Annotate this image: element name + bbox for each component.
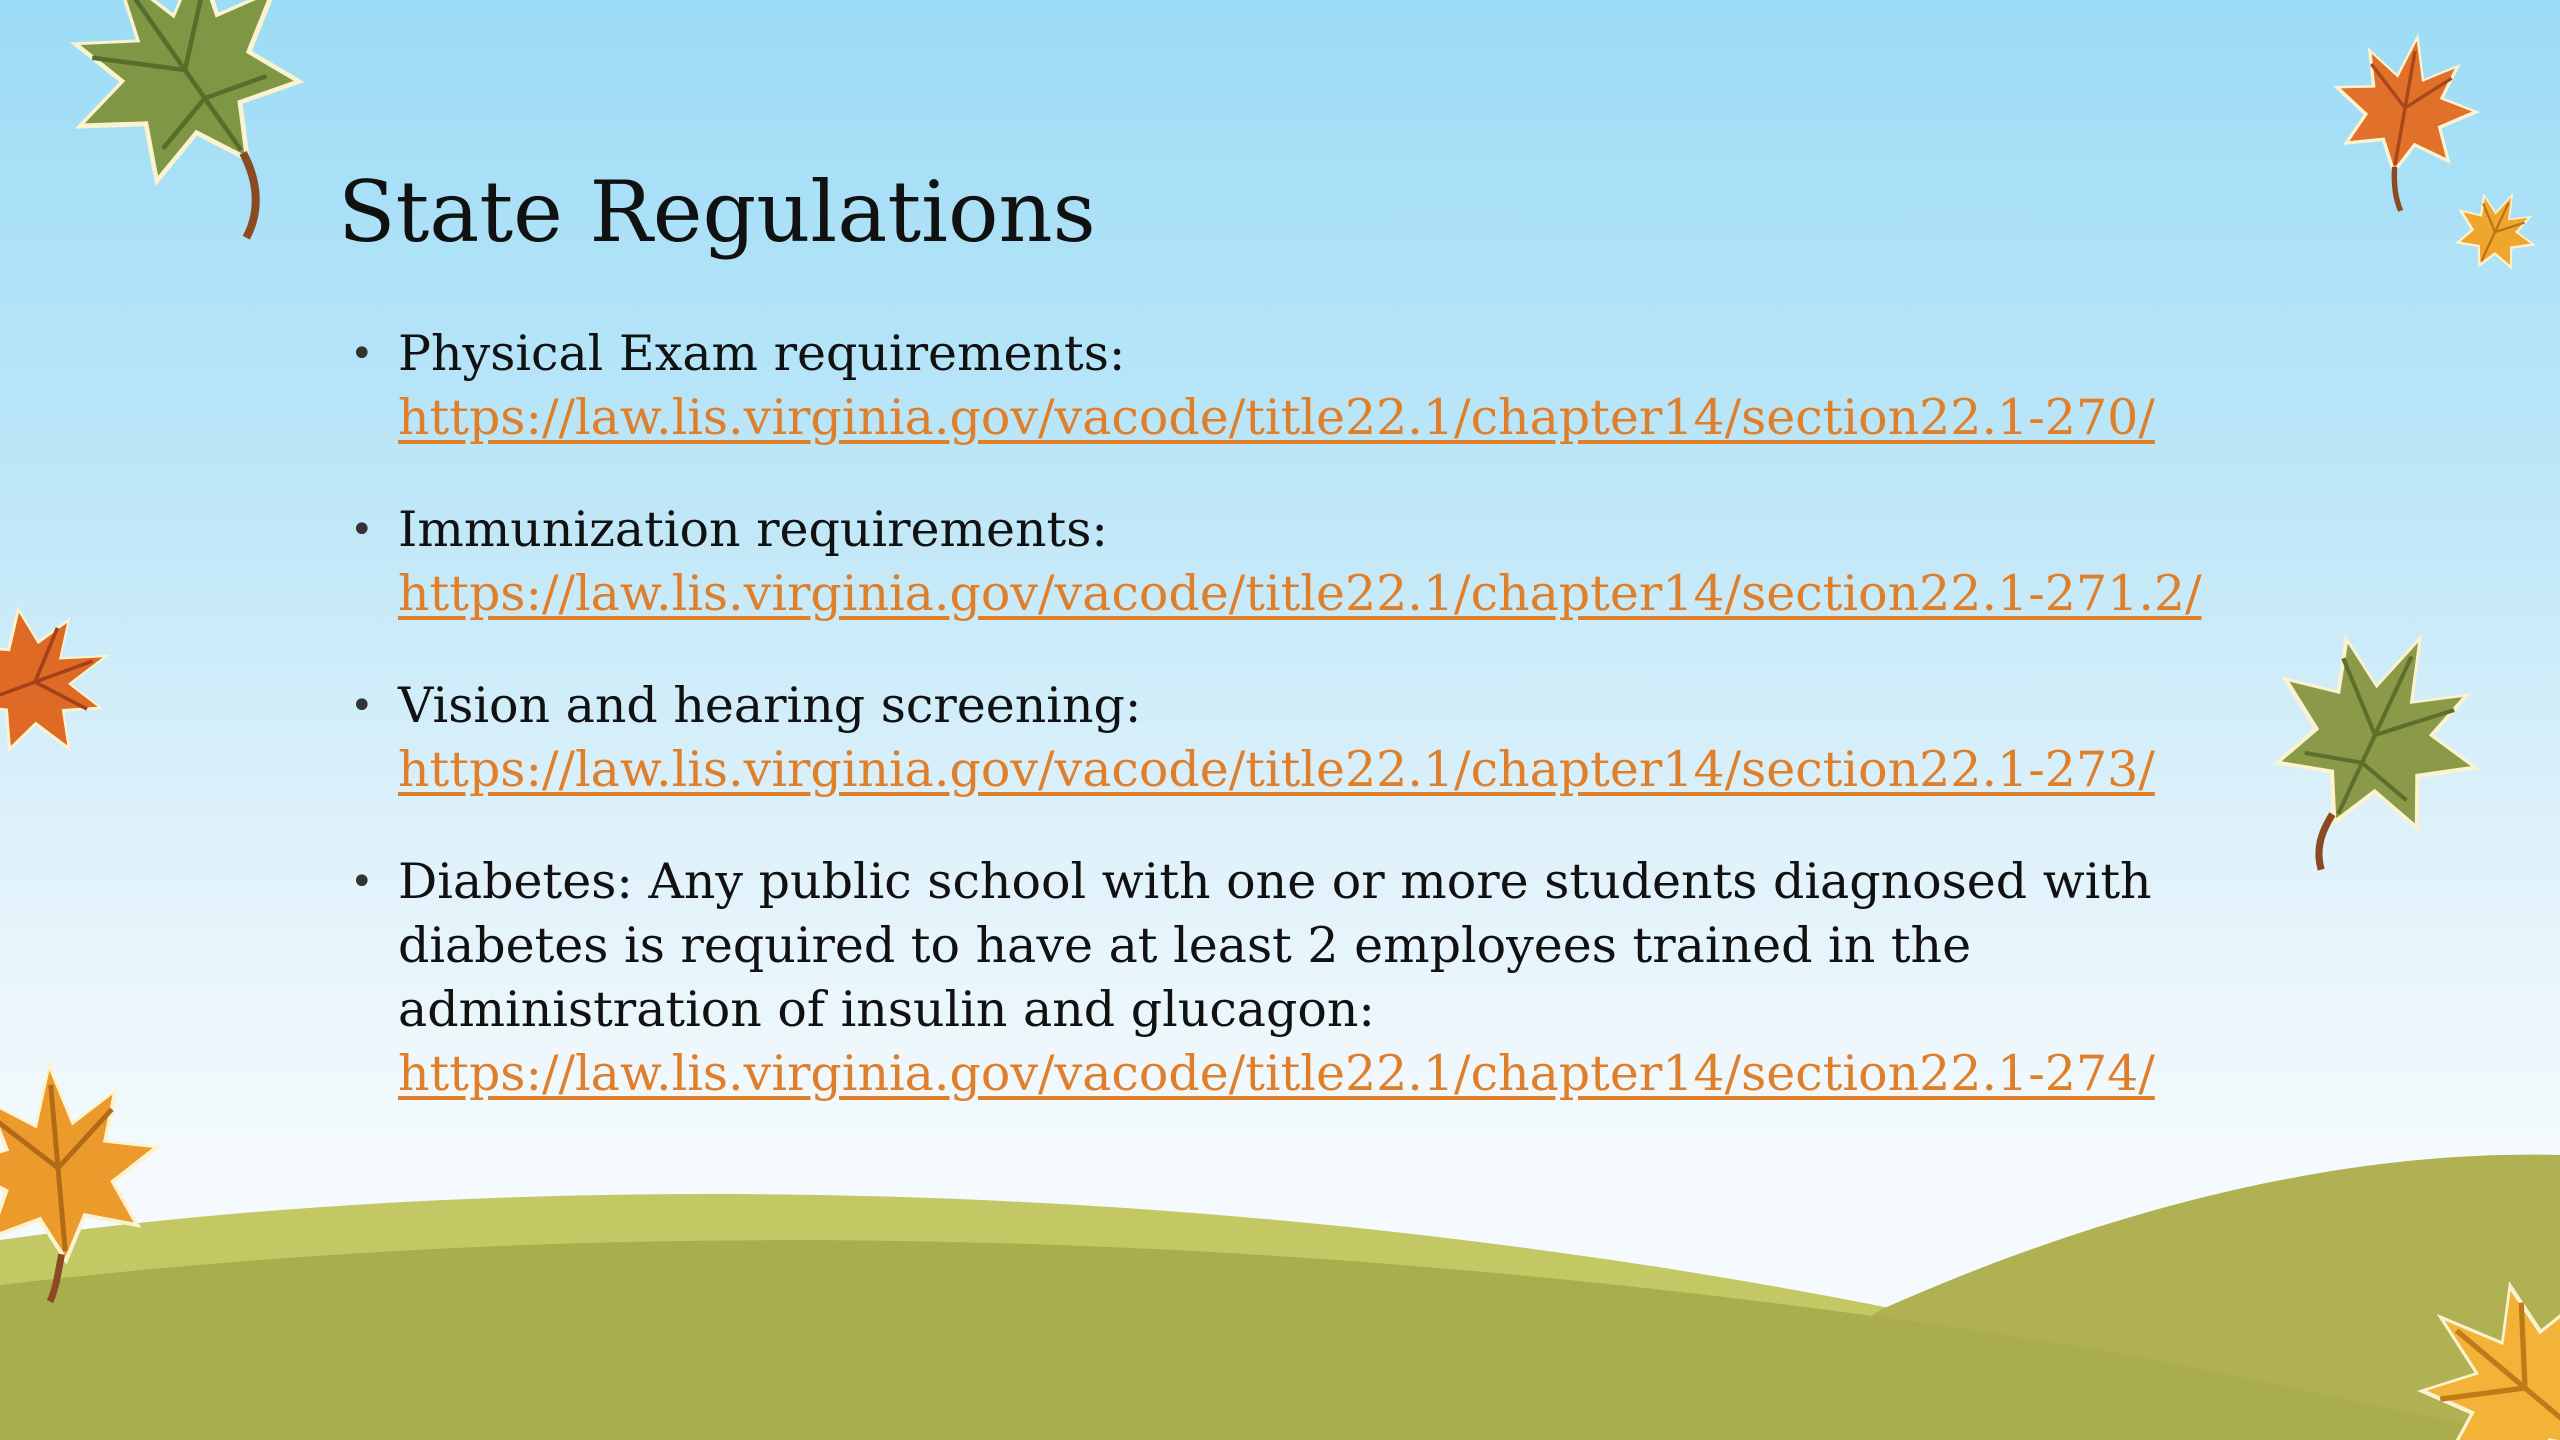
maple-leaf-icon xyxy=(11,0,386,282)
bullet-text: Diabetes: Any public school with one or more students diagnosed with diabetes is required to have at least 2 employees trained in the administration of insulin and glucagon: xyxy=(398,853,2152,1038)
bullet-marker: • xyxy=(350,331,374,377)
regulation-link[interactable]: https://law.lis.virginia.gov/vacode/title22.1/chapter14/section22.1-270/ xyxy=(398,389,2155,446)
bullet-item xyxy=(350,850,2250,1106)
bullet-marker: • xyxy=(350,859,374,905)
bullet-text: Immunization requirements: xyxy=(398,501,1108,558)
bullet-text: Vision and hearing screening: xyxy=(398,677,1142,734)
maple-leaf-icon xyxy=(2440,174,2553,285)
maple-leaf-icon xyxy=(2314,20,2492,221)
regulation-link[interactable]: https://law.lis.virginia.gov/vacode/title22.1/chapter14/section22.1-273/ xyxy=(398,741,2155,798)
regulation-link[interactable]: https://law.lis.virginia.gov/vacode/title22.1/chapter14/section22.1-274/ xyxy=(398,1045,2155,1102)
maple-leaf-icon xyxy=(2214,587,2522,913)
bullet-list xyxy=(350,322,2250,1154)
regulation-link[interactable]: https://law.lis.virginia.gov/vacode/title22.1/chapter14/section22.1-271.2/ xyxy=(398,565,2202,622)
maple-leaf-icon xyxy=(0,582,136,779)
bullet-marker: • xyxy=(350,507,374,553)
slide-title: State Regulations xyxy=(338,163,1096,261)
bullet-text: Physical Exam requirements: xyxy=(398,325,1126,382)
bullet-item xyxy=(350,498,2250,626)
bullet-item xyxy=(350,322,2250,450)
bullet-marker: • xyxy=(350,683,374,729)
bullet-item xyxy=(350,674,2250,802)
